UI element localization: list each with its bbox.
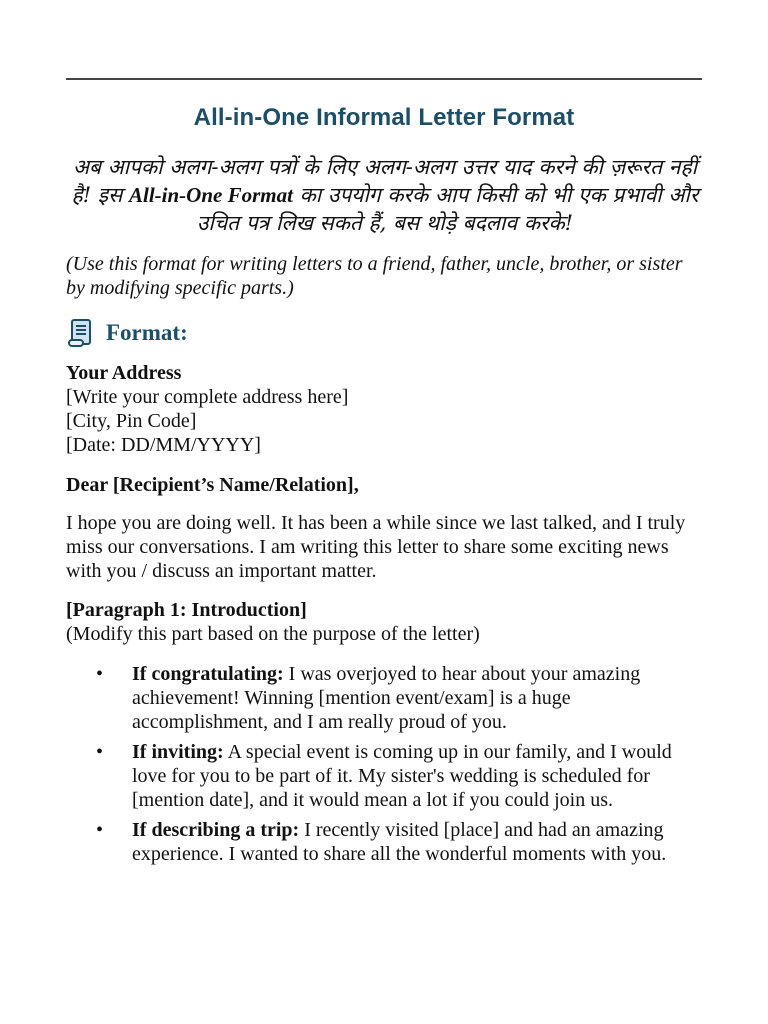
bullet-icon: • bbox=[96, 741, 104, 763]
list-item bbox=[66, 740, 706, 812]
address-line-1: [Write your complete address here] bbox=[66, 386, 349, 408]
hindi-intro-emphasis: All-in-One Format bbox=[129, 183, 293, 207]
hindi-intro-part2: का उपयोग करके आप किसी को भी एक प्रभावी और उचित पत्र लिख सकते हैं, बस थोड़े बदलाव करके! bbox=[196, 183, 699, 235]
scroll-icon bbox=[66, 318, 94, 348]
opening-paragraph: I hope you are doing well. It has been a while since we last talked, and I truly miss our conversations. I am writing this letter to share some exciting news with you / discuss an important matter. bbox=[66, 512, 686, 582]
salutation: Dear [Recipient’s Name/Relation], bbox=[66, 474, 359, 496]
list-item bbox=[66, 662, 706, 734]
bullet-label: If congratulating: bbox=[132, 663, 284, 685]
hindi-intro-part1: अब आपको अलग-अलग पत्रों के लिए अलग-अलग उत्तर याद करने की ज़रूरत नहीं है! इस bbox=[71, 155, 698, 207]
bullet-icon: • bbox=[96, 663, 104, 685]
address-block bbox=[66, 361, 706, 457]
bullet-text: I was overjoyed to hear about your amazing achievement! Winning [mention event/exam] is a huge accomplishment, and I am really proud of you. bbox=[132, 663, 641, 733]
bullet-label: If inviting: bbox=[132, 741, 224, 763]
hindi-intro bbox=[70, 153, 700, 237]
paragraph1-heading: [Paragraph 1: Introduction] bbox=[66, 599, 307, 621]
paragraph1-block bbox=[66, 598, 706, 646]
address-heading: Your Address bbox=[66, 362, 182, 384]
bullet-icon: • bbox=[96, 819, 104, 841]
paragraph1-instruction: (Modify this part based on the purpose of the letter) bbox=[66, 623, 480, 645]
purpose-bullet-list bbox=[66, 662, 706, 872]
top-divider bbox=[66, 78, 702, 80]
list-item bbox=[66, 818, 706, 866]
address-line-2: [City, Pin Code] bbox=[66, 410, 197, 432]
usage-note: (Use this format for writing letters to a friend, father, uncle, brother, or sister by modifying specific parts.) bbox=[66, 253, 683, 299]
format-heading bbox=[66, 316, 188, 350]
bullet-text: I recently visited [place] and had an amazing experience. I wanted to share all the wonderful moments with you. bbox=[132, 819, 667, 865]
bullet-label: If describing a trip: bbox=[132, 819, 300, 841]
bullet-text: A special event is coming up in our family, and I would love for you to be part of it. My sister's wedding is scheduled for [mention date], and it would mean a lot if you could join us. bbox=[132, 741, 672, 811]
address-line-3: [Date: DD/MM/YYYY] bbox=[66, 434, 261, 456]
page-title: All-in-One Informal Letter Format bbox=[193, 104, 575, 131]
format-label: Format: bbox=[106, 320, 188, 345]
